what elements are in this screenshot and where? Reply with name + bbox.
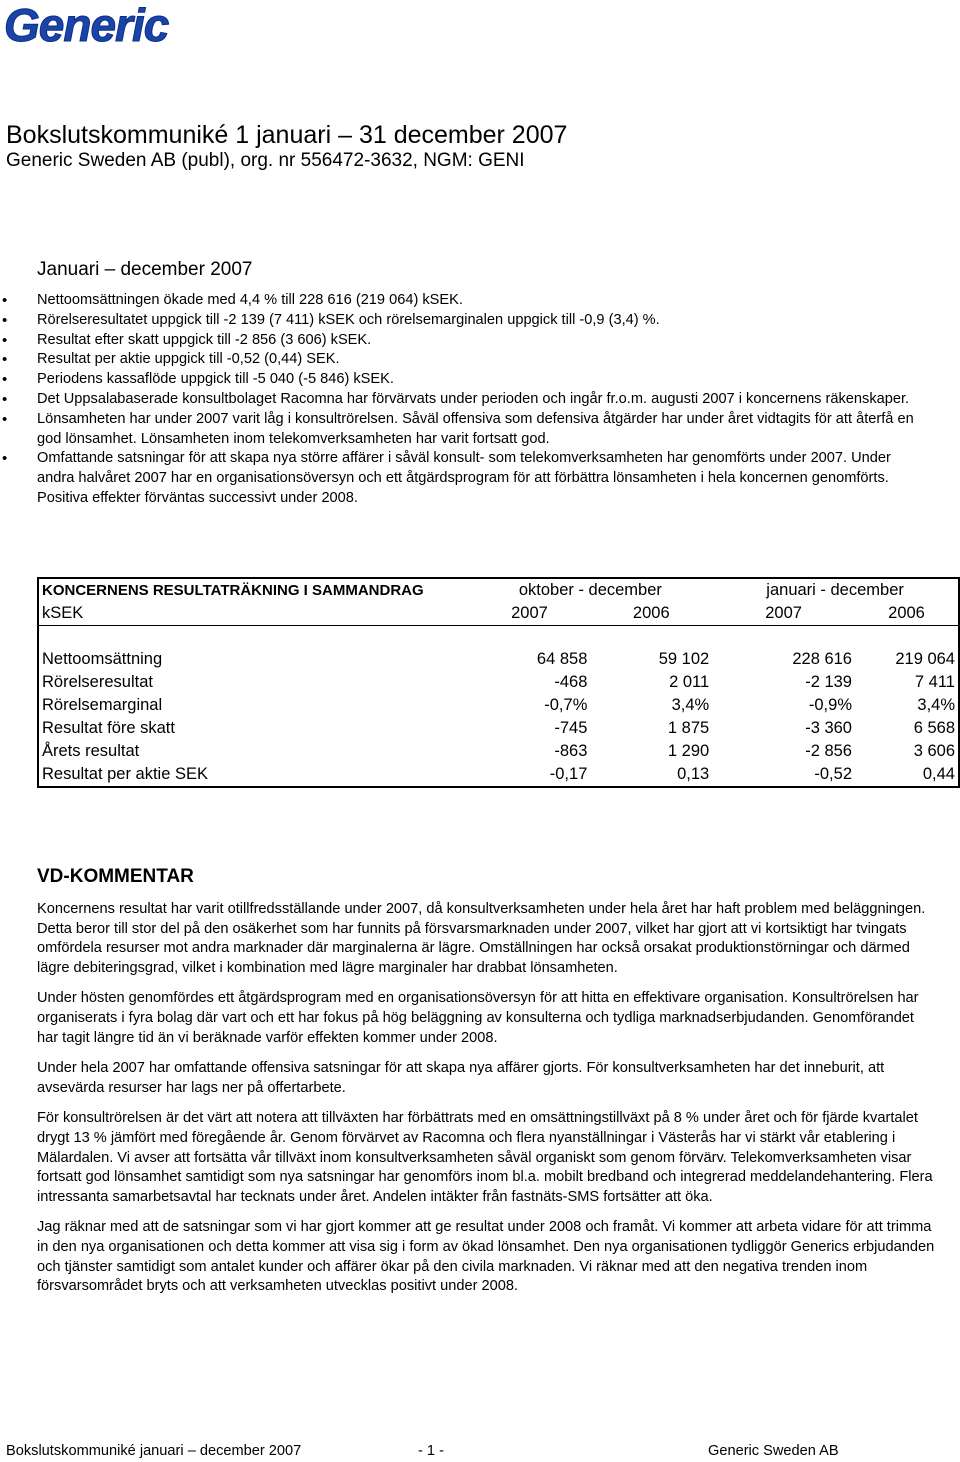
table-row [38,717,959,740]
table-row [38,763,959,787]
cell-value: 0,44 [922,765,955,783]
footer-company: Generic Sweden AB [708,1443,839,1459]
cell-value: -745 [554,719,588,737]
cell-value: 1 875 [667,719,710,737]
income-statement-table [37,577,960,788]
cell-value: 3 606 [913,742,955,760]
highlights-list [37,291,917,509]
list-item: • Det Uppsalabaserade konsultbolaget Racomna har förvärvats under perioden och ingår fr.o.m. augusti 2007 i koncernens räkenskaper. [37,390,917,410]
cell-value: 228 616 [792,650,852,668]
row-label: Rörelsemarginal [42,696,163,714]
cell-value: 3,4% [671,696,710,714]
list-item: • Periodens kassaflöde uppgick till -5 040 (-5 846) kSEK. [37,370,917,390]
cell-value: 2 011 [669,673,710,691]
row-label: Nettoomsättning [42,650,163,668]
paragraph: Jag räknar med att de satsningar som vi har gjort kommer att ge resultat under 2008 och framåt. Vi kommer att arbeta vidare för att trimma in den nya organisationen och detta kommer att visa sig i form av ökad lönsamhet. Den nya organisationen tydliggör Generics erbjudanden och tjänster samtidigt som antalet kunder och affärer ökar på den civila marknaden. Vi räknar med att den negativa trenden inom försvarsområdet bryts och att verksamheten utvecklas positivt under 2008. [37,1219,935,1295]
row-label: Resultat per aktie SEK [42,765,208,783]
paragraph: För konsultrörelsen är det värt att notera att tillväxten har förbättrats med en omsättningstillväxt på 8 % under året och för fjärde kvartalet drygt 13 % jämfört med föregående år. Genom förvärvet av Racomna och flera nyanställningar i Västerås har vi stärkt vår etablering i Mälardalen. Vi avser att fortsätta vår tillväxt inom konsultverksamheten såväl organiskt som genom förvärv. Telekomverksamheten visar fortsatt god lönsamhet samtidigt som nya satsningar har genomförs inom bl.a. mobilt bredband och integrerad meddelandehantering. Flera intressanta samarbetsavtal har tecknats under året. Andelen intäkter från fastnäts-SMS fortsätter att öka. [37,1110,933,1205]
report-title: Bokslutskommuniké 1 januari – 31 december 2007 [6,121,568,149]
cell-value: 7 411 [914,673,955,691]
table-row [38,648,959,671]
year-header: 2007 [712,602,855,626]
cell-value: 3,4% [917,696,955,714]
list-item: • Resultat per aktie uppgick till -0,52 (0,44) SEK. [37,350,917,370]
cell-value: 64 858 [536,650,588,668]
table-title: KONCERNENS RESULTATRÄKNING I SAMMANDRAG [42,582,424,599]
page-number: - 1 - [418,1443,444,1459]
list-item: • Lönsamheten har under 2007 varit låg i konsultrörelsen. Såväl offensiva som defensiva åtgärder har under året vidtagits för att återfå en god lönsamhet. Lönsamheten inom telekomverksamheten har varit fortsatt god. [37,410,917,450]
list-item: • Omfattande satsningar för att skapa nya större affärer i såväl konsult- som telekomverksamheten har genomförts under 2007. Under andra halvåret 2007 har en organisationsöversyn och ett åtgärdsprogram för att förbättra lönsamheten i hela koncernen genomförts. Positiva effekter förväntas successivt under 2008. [37,449,917,508]
table-row [38,740,959,763]
list-item: • Nettoomsättningen ökade med 4,4 % till 228 616 (219 064) kSEK. [37,291,917,311]
list-item: • Resultat efter skatt uppgick till -2 856 (3 606) kSEK. [37,331,917,351]
company-logo: Generic [4,0,169,51]
table-year-row [38,602,959,626]
paragraph: Under hela 2007 har omfattande offensiva satsningar för att skapa nya affärer gjorts. För konsultverksamheten har det inneburit, att avsevärda resurser har lags ner på offertarbete. [37,1060,885,1096]
cell-value: 6 568 [913,719,955,737]
cell-value: -863 [554,742,588,760]
cell-value: -3 360 [805,719,852,737]
cell-value: -468 [554,673,588,691]
year-header: 2007 [469,602,591,626]
cell-value: -2 856 [805,742,852,760]
year-header: 2006 [590,602,712,626]
cell-value: -0,7% [544,696,588,714]
year-header: 2006 [855,602,959,626]
table-row [38,671,959,694]
cell-value: 0,13 [677,765,710,783]
cell-value: -0,52 [814,765,852,783]
list-item: • Rörelseresultatet uppgick till -2 139 (7 411) kSEK och rörelsemarginalen uppgick till -0,9 (3,4) %. [37,311,917,331]
cell-value: -0,17 [549,765,588,783]
table-row [38,694,959,717]
cell-value: 1 290 [667,742,710,760]
footer-report-name: Bokslutskommuniké januari – december 2007 [6,1443,302,1459]
table-spacer [38,626,959,649]
paragraph: Under hösten genomfördes ett åtgärdsprogram med en organisationsöversyn för att hitta en effektivare organisation. Konsultrörelsen har organiserats i fyra bolag där vart och ett har fokus på hög beläggning av konsulterna och tydliga marknadserbjudanden. Genomförandet har tagit längre tid än vi beräknade varför effekten kommer under 2008. [37,990,919,1046]
row-label: Rörelseresultat [42,673,153,691]
page-footer [0,1441,960,1461]
table-header-row [38,578,959,602]
company-subtitle: Generic Sweden AB (publ), org. nr 556472-3632, NGM: GENI [6,150,525,171]
cell-value: 59 102 [658,650,710,668]
row-label: Resultat före skatt [42,719,175,737]
cell-value: -2 139 [805,673,852,691]
vd-comment-body [37,900,937,1308]
cell-value: 219 064 [895,650,955,668]
cell-value: -0,9% [808,696,852,714]
period-heading: Januari – december 2007 [37,259,253,280]
vd-comment-heading: VD-KOMMENTAR [37,866,194,887]
paragraph: Koncernens resultat har varit otillfredsställande under 2007, då konsultverksamheten under hela året har haft problem med beläggningen. Detta beror till stor del på den osäkerhet som har funnits på försvarsmarknaden under 2007, vilket har gjort att vi kortsiktigt har tvingats omfördela resurser mot andra marknader där marginalerna är lägre. Omställningen har också orsakat produktionstörningar och därmed lägre debiteringsgrad, vilket i kombination med lägre marginaler har drabbat lönsamheten. [37,901,926,976]
period-q4-header: oktober - december [518,581,662,599]
row-label: Årets resultat [42,742,140,760]
period-year-header: januari - december [766,581,904,599]
unit-label: kSEK [38,602,469,626]
